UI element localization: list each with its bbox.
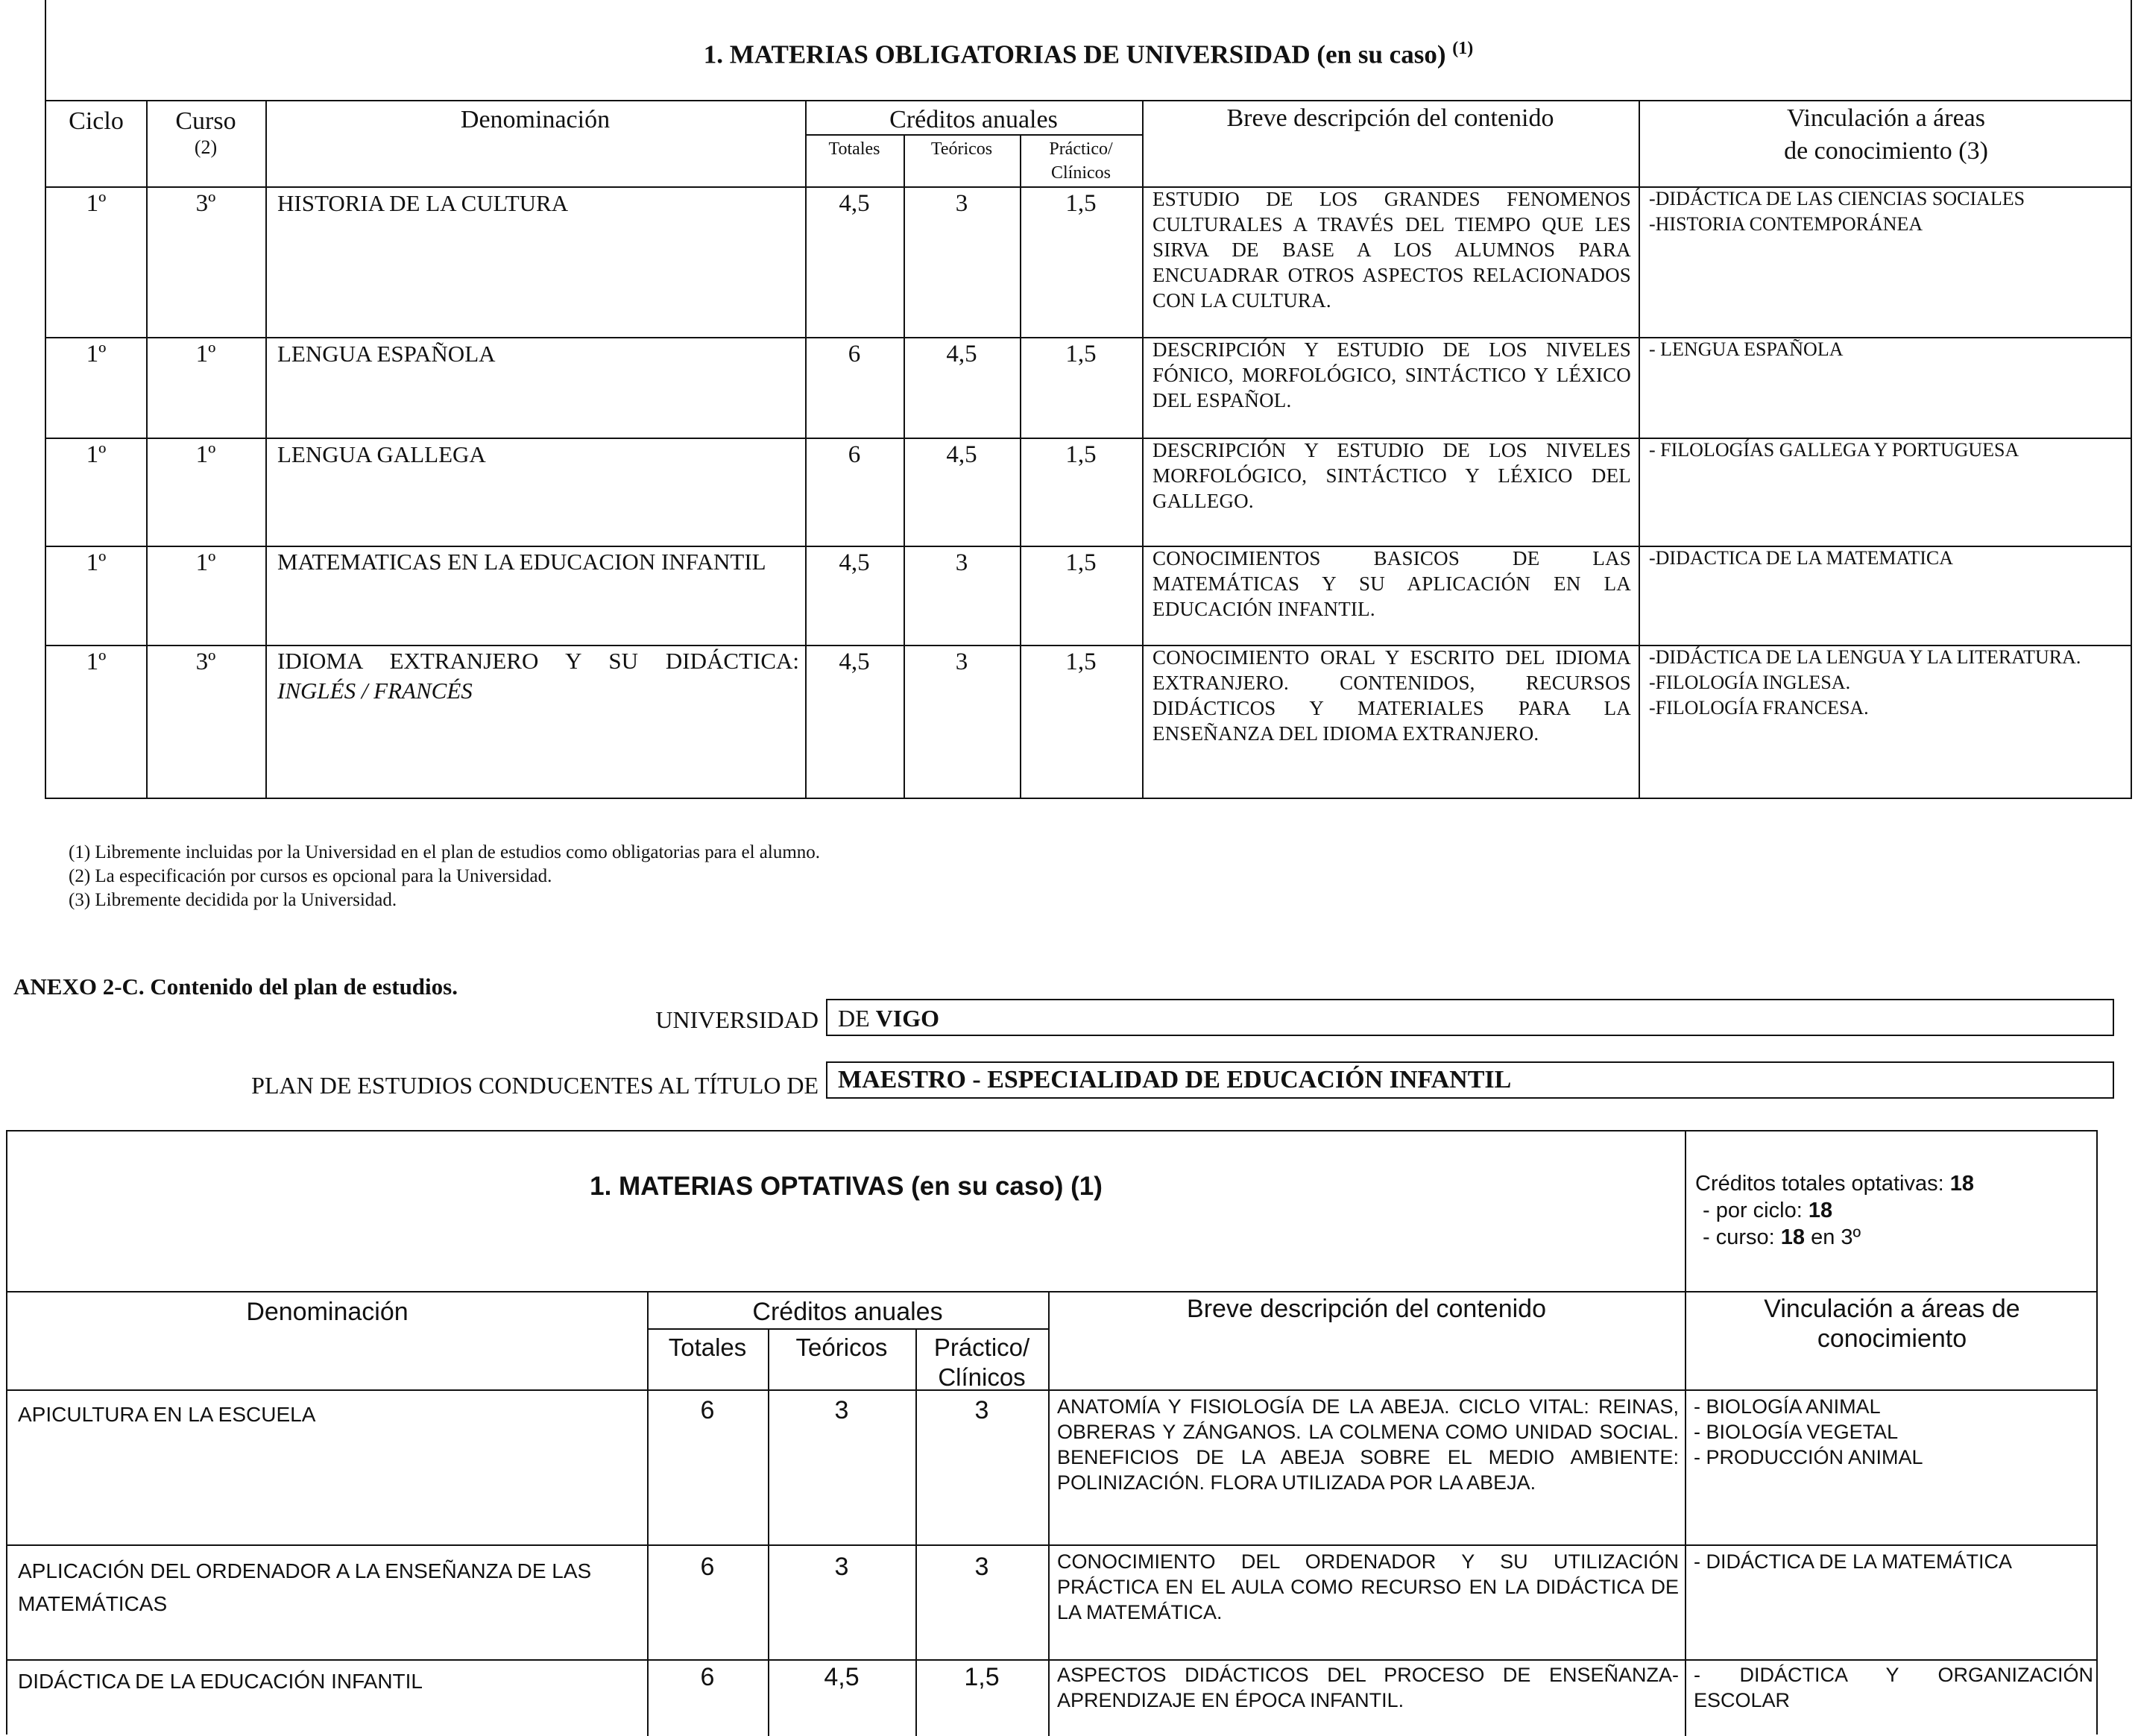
universidad-label: UNIVERSIDAD	[655, 1006, 819, 1033]
footnote-3: (3) Libremente decidida por la Universidad.	[69, 890, 397, 910]
header-descripcion: Breve descripción del contenido	[1226, 104, 1554, 132]
t2-header-descripcion: Breve descripción del contenido	[1187, 1295, 1546, 1323]
anexo-title: ANEXO 2-C. Contenido del plan de estudios.	[13, 973, 458, 1000]
header-ciclo: Ciclo	[69, 107, 124, 135]
footnotes	[69, 841, 1410, 912]
table2-title: 1. MATERIAS OPTATIVAS (en su caso) (1)	[590, 1172, 1103, 1201]
table1-title: 1. MATERIAS OBLIGATORIAS DE UNIVERSIDAD (en su caso) $^{(1)}$	[703, 39, 1474, 69]
header-curso-note: (2)	[194, 136, 218, 158]
header-curso: Curso	[175, 107, 236, 135]
header-totales: Totales	[828, 139, 880, 159]
t2-header-practicos: Práctico/ Clínicos	[933, 1333, 1030, 1391]
header-vinculacion: Vinculación a áreas de conocimiento (3)	[1784, 104, 1988, 165]
plan-label: PLAN DE ESTUDIOS CONDUCENTES AL TÍTULO DE	[251, 1072, 819, 1099]
plan-field: MAESTRO - ESPECIALIDAD DE EDUCACIÓN INFANTIL	[826, 1061, 2114, 1099]
footnote-1: (1) Libremente incluidas por la Universidad en el plan de estudios como obligatorias para el alumno.	[69, 842, 821, 862]
t2-header-totales: Totales	[668, 1333, 747, 1361]
header-teoricos: Teóricos	[930, 139, 993, 159]
header-denominacion: Denominación	[460, 106, 611, 133]
t2-header-teoricos: Teóricos	[795, 1333, 888, 1361]
compulsory-subjects-table: 1. MATERIAS OBLIGATORIAS DE UNIVERSIDAD (en su caso) $^{(1)}$ Ciclo Curso (2) Denominación Créditos anuales Totales Teóricos Práctico/ Clínicos Breve descripción del contenido Vinculación a áreas de conocimiento (3) 1º 3º HISTORIA DE LA CULTURA 4,5 3 1,5 ESTUDIO DE LOS GRANDES FENOMENOS CULTURALES A TRAVÉS DEL TIEMPO QUE LES SIRVA DE BASE A LOS ALUMNOS PARA ENCUADRAR OTROS ASPECTOS RELACIONADOS CON LA CULTURA. -DIDÁCTICA DE LAS CIENCIAS SOCIALES -HISTORIA CONTEMPORÁNEA 1º 1º LENGUA ESPAÑOLA 6 4,5 1,5 DESCRIPCIÓN Y ESTUDIO DE LOS NIVELES FÓNICO, MORFOLÓGICO, SINTÁCTICO Y LÉXICO DEL ESPAÑOL. - LENGUA ESPAÑOLA 1º 1º LENGUA GALLEGA 6 4,5 1,5 DESCRIPCIÓN Y ESTUDIO DE LOS NIVELES MORFOLÓGICO, SINTÁCTICO Y LÉXICO DEL GALLEGO. - FILOLOGÍAS GALLEGA Y PORTUGUESA 1º 1º MATEMATICAS EN LA EDUCACION INFANTIL 4,5 3 1,5 CONOCIMIENTOS BASICOS DE LAS MATEMÁTICAS Y SU APLICACIÓN EN LA EDUCACIÓN INFANTIL. -DIDACTICA DE LA MATEMATICA 1º 3º IDIOMA EXTRANJERO Y SU DIDÁCTICA: INGLÉS / FRANCÉS 4,5 3 1,5 CONOCIMIENTO ORAL Y ESCRITO DEL IDIOMA EXTRANJERO. CONTENIDOS, RECURSOS DIDÁCTICOS Y MATERIALES PARA LA ENSEÑANZA DEL IDIOMA EXTRANJERO. -DIDÁCTICA DE LA LENGUA Y LA LITERATURA. -FILOLOGÍA INGLESA. -FILOLOGÍA FRANCESA.	[45, 0, 2132, 799]
header-creditos: Créditos anuales	[889, 106, 1058, 133]
universidad-field: DE VIGO	[826, 999, 2114, 1036]
optional-credits-summary: Créditos totales optativas: 18 - por ciclo: 18 - curso: 18 en 3º	[1695, 1172, 1974, 1249]
t2-header-denominacion: Denominación	[246, 1298, 409, 1326]
t2-header-vinculacion: Vinculación a áreas de conocimiento	[1764, 1295, 2020, 1353]
t2-header-creditos: Créditos anuales	[752, 1298, 943, 1326]
optional-subjects-table: 1. MATERIAS OPTATIVAS (en su caso) (1) Créditos totales optativas: 18 - por ciclo: 18 - curso: 18 en 3º Denominación Créditos anuales Totales Teóricos Práctico/ Clínicos Breve descripción del contenido Vinculación a áreas de conocimiento APICULTURA EN LA ESCUELA 6 3 3 ANATOMÍA Y FISIOLOGÍA DE LA ABEJA. CICLO VITAL: REINAS, OBRERAS Y ZÁNGANOS. LA COLMENA COMO UNIDAD SOCIAL. BENEFICIOS DE LA ABEJA SOBRE EL MEDIO AMBIENTE: POLINIZACIÓN. FLORA UTILIZADA POR LA ABEJA. - BIOLOGÍA ANIMAL - BIOLOGÍA VEGETAL - PRODUCCIÓN ANIMAL APLICACIÓN DEL ORDENADOR A LA ENSEÑANZA DE LAS MATEMÁTICAS 6 3 3 CONOCIMIENTO DEL ORDENADOR Y SU UTILIZACIÓN PRÁCTICA EN EL AULA COMO RECURSO EN LA DIDÁCTICA DE LA MATEMÁTICA. - DIDÁCTICA DE LA MATEMÁTICA DIDÁCTICA DE LA EDUCACIÓN INFANTIL 6 4,5 1,5 ASPECTOS DIDÁCTICOS DEL PROCESO DE ENSEÑANZA-APRENDIZAJE EN ÉPOCA INFANTIL. - DIDÁCTICA Y ORGANIZACIÓN ESCOLAR	[6, 1130, 2098, 1735]
header-practicos: Práctico/ Clínicos	[1049, 139, 1113, 183]
footnote-2: (2) La especificación por cursos es opcional para la Universidad.	[69, 866, 552, 886]
